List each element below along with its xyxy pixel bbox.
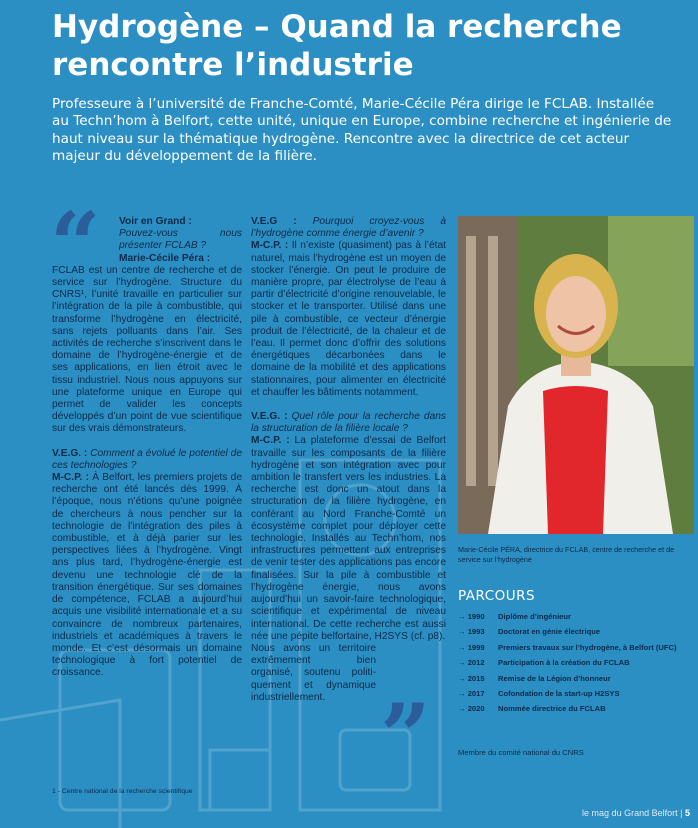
arrow-icon: → 2012 bbox=[458, 658, 485, 668]
parcours-item bbox=[458, 704, 693, 713]
answer-1-text: FCLAB est un centre de recherche et de service sur l’hydrogène. Structure du CNRS¹, l’unité travaille en particulier sur l’intégration de la pile à combustible, qui transforme l’hydrogène en électricité, sans rejets polluants dans l’air. Ses activités de recherche s’inscrivent dans le domaine de l’hydrogène-énergie et de ses applications, en lien étroit avec le tissu industriel. Nous nous appuyons sur une plateforme unique en Europe qui permet de valider les concepts développés d’un point de vue scientifique sur des vrais démonstrateurs. bbox=[52, 264, 242, 435]
answer-2-text: À Belfort, les premiers projets de recherche ont été lancés dès 1999. À l’époque, nous n’étions qu’une poignée de chercheurs à nous pencher sur la technologie de l’intégration des piles à combustible, et à déjà parier sur les perspectives liées à l’hydrogène. Vingt ans plus tard, l’hydrogène-énergie est devenu une technologie clé de la transition énergétique. Sur ses domaines de compétence, FCLAB a aujourd’hui acquis une visibilité internationale et a su convaincre de nombreux partenaires, industriels et académiques à travers le monde. Et c’est désormais un domaine technologique à fort potentiel de croissance. bbox=[52, 472, 242, 679]
answer-1-speaker-line bbox=[52, 253, 242, 265]
arrow-icon: → 1999 bbox=[458, 642, 485, 652]
parcours-label: Remise de la Légion d’honneur bbox=[498, 673, 611, 683]
close-quote-icon: ” bbox=[380, 684, 431, 788]
arrow-icon: → 1993 bbox=[458, 627, 485, 637]
page-title: Hydrogène – Quand la recherche rencontre l’industrie bbox=[52, 9, 622, 83]
arrow-icon: → 1990 bbox=[458, 612, 485, 621]
parcours-label: Nommée directrice du FCLAB bbox=[498, 704, 606, 714]
page-footer bbox=[582, 808, 690, 818]
question-1-text: Pouvez-vous nous présenter FCLAB ? bbox=[119, 228, 242, 252]
parcours-label: Participation à la création du FCLAB bbox=[498, 658, 630, 668]
membre-note: Membre du comité national du CNRS bbox=[458, 748, 584, 757]
answer-2-speaker: M-C.P. : bbox=[52, 472, 89, 484]
question-2-text: Comment a évolué le potentiel de ces technologies ? bbox=[52, 447, 242, 471]
answer-4-speaker: M-C.P. : bbox=[251, 435, 290, 447]
question-4 bbox=[251, 411, 446, 435]
answer-3 bbox=[251, 240, 446, 399]
answer-3-speaker: M-C.P. : bbox=[251, 240, 289, 252]
footnote: 1 - Centre national de la recherche scientifique bbox=[52, 788, 193, 795]
question-2-speaker: V.E.G. : bbox=[52, 447, 88, 459]
question-3 bbox=[251, 216, 446, 240]
question-3-text: Pourquoi croyez-vous à l’hydrogène comme énergie d’avenir ? bbox=[251, 216, 446, 240]
answer-2 bbox=[52, 472, 242, 679]
answer-4 bbox=[251, 435, 446, 642]
photo-caption: Marie-Cécile PÉRA, directrice du FCLAB, centre de recherche et de service sur l’hydrogène bbox=[458, 545, 675, 564]
parcours-label: Diplôme d’ingénieur bbox=[498, 612, 571, 621]
parcours-item bbox=[458, 627, 693, 636]
page-number: 5 bbox=[684, 808, 690, 818]
parcours-item bbox=[458, 674, 693, 683]
parcours-list bbox=[458, 612, 693, 720]
arrow-icon: → 2017 bbox=[458, 689, 485, 699]
closing-statement: Nous avons un territoire extrêmement bien organisé, soutenu politi- quement et dynamique industriellement. bbox=[251, 642, 376, 703]
answer-1-speaker: Marie-Cécile Péra : bbox=[119, 252, 211, 264]
arrow-icon: → 2020 bbox=[458, 704, 485, 714]
portrait-photo bbox=[458, 216, 694, 534]
parcours-label: Premiers travaux sur l’hydrogène, à Belfort (UFC) bbox=[498, 642, 677, 652]
parcours-item bbox=[458, 689, 693, 698]
arrow-icon: → 2015 bbox=[458, 673, 485, 683]
parcours-item bbox=[458, 643, 693, 652]
question-3-speaker: V.E.G : bbox=[251, 216, 297, 227]
parcours-label: Doctorat en génie électrique bbox=[498, 627, 601, 637]
question-4-speaker: V.E.G. : bbox=[251, 411, 288, 423]
question-4-text: Quel rôle pour la recherche dans la structuration de la filière locale ? bbox=[251, 411, 446, 435]
question-2 bbox=[52, 448, 242, 472]
parcours-label: Cofondation de la start-up H2SYS bbox=[498, 689, 620, 699]
footer-separator: | bbox=[680, 808, 683, 818]
open-quote-icon: “ bbox=[50, 192, 101, 296]
magazine-name: le mag du Grand Belfort bbox=[582, 808, 678, 818]
answer-4-text: La plateforme d’essai de Belfort travaille sur les composants de la filière hydrogène et son intégration avec pour ambition le transfert vers les industries. La recherche est donc un atout dans la structuration de la filière hydrogène, en conférant au Nord Franche-Comté un écosystème complet pour déployer cette technologie. Installés au Techn’hom, nos infrastructures permettent aux entreprises de venir tester des applications pas encore finalisées. Sur la pile à combustible et l’hydrogène énergie, nous avons aujourd’hui un savoir-faire technologique, scientifique et expérimental de niveau international. De cette recherche est aussi née une pépite belfortaine, H2SYS (cf. p8). bbox=[251, 435, 446, 642]
intro-paragraph: Professeure à l’université de Franche-Comté, Marie-Cécile Péra dirige le FCLAB. Installée au Techn’hom à Belfort, cette unité, unique en Europe, combine recherche et ingénierie de haut niveau sur la thématique hydrogène. Rencontre avec la directrice de cet acteur majeur du développement de la filière. bbox=[52, 96, 672, 164]
question-1 bbox=[52, 216, 242, 253]
parcours-item bbox=[458, 658, 693, 667]
parcours-item bbox=[458, 612, 693, 621]
article-column-2 bbox=[251, 216, 446, 704]
answer-3-text: Il n’existe (quasiment) pas à l’état naturel, mais l’hydrogène est un moyen de stocker l’énergie. On peut le produire de manière propre, par électrolyse de l’eau à partir d’électricité d’origine renouvelable, le stocker et le transporter. Utilisé dans une pile à combustible, ce vecteur d’énergie produit de l’électricité, de la chaleur et de l’eau. Il permet donc d’offrir des solutions énergétiques décarbonées dans le domaine de la mobilité et des applications stationnaires, pour alimenter en électricité et chauffer les bâtiments notamment. bbox=[251, 240, 447, 398]
parcours-title: PARCOURS bbox=[458, 588, 536, 604]
article-column-1 bbox=[52, 216, 242, 680]
question-1-speaker: Voir en Grand : bbox=[119, 216, 192, 227]
